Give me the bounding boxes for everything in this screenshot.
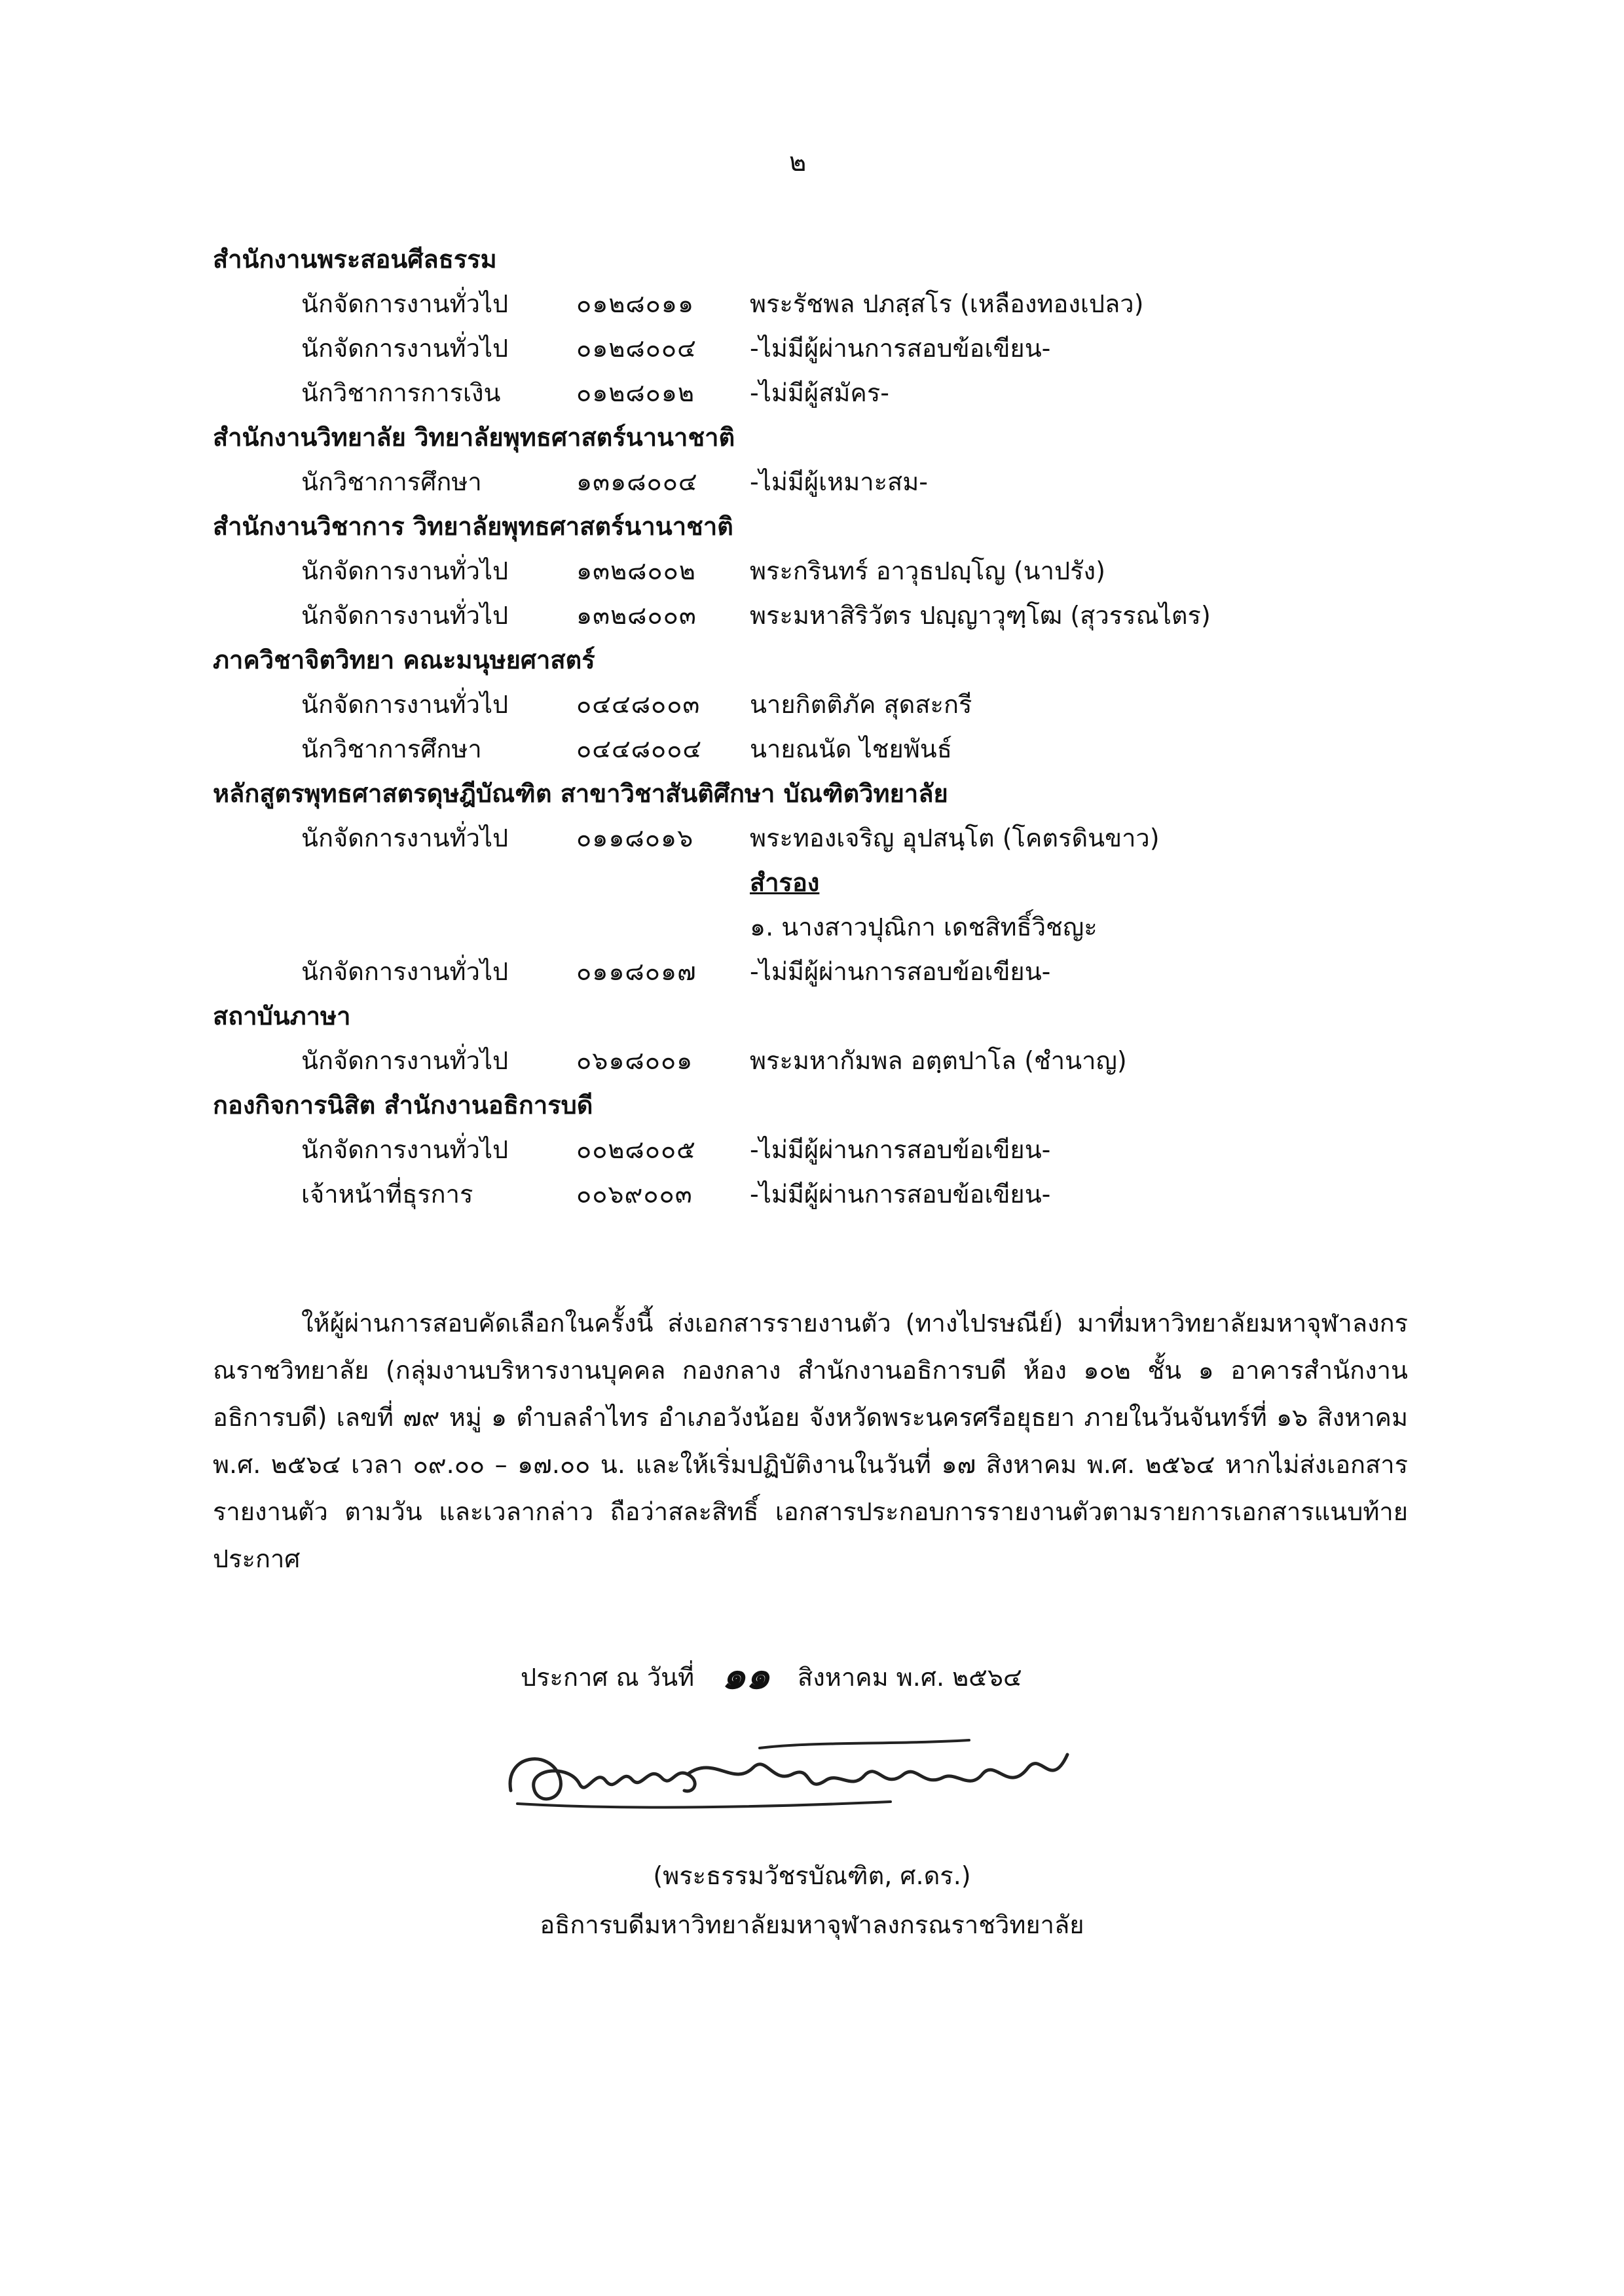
position-code: ๑๓๒๘๐๐๓ bbox=[576, 601, 697, 630]
position-code: ๐๐๖๙๐๐๓ bbox=[576, 1180, 693, 1209]
position-name: เจ้าหน้าที่ธุรการ bbox=[301, 1180, 473, 1209]
position-name: นักจัดการงานทั่วไป bbox=[301, 334, 509, 363]
position-result: พระกรินทร์ อาวุธปญฺโญ (นาปรัง) bbox=[750, 556, 1105, 585]
announcement-month-year: สิงหาคม พ.ศ. ๒๕๖๔ bbox=[798, 1663, 1022, 1692]
position-code: ๐๑๒๘๐๐๔ bbox=[576, 334, 697, 363]
position-row bbox=[213, 816, 1457, 860]
position-row bbox=[213, 371, 1457, 415]
position-row bbox=[213, 549, 1457, 593]
position-name: นักจัดการงานทั่วไป bbox=[301, 1046, 509, 1075]
signer-title: อธิการบดีมหาวิทยาลัยมหาจุฬาลงกรณราชวิทยาลัย bbox=[540, 1910, 1084, 1939]
position-code: ๐๑๒๘๐๑๒ bbox=[576, 378, 695, 407]
position-code: ๐๐๒๘๐๐๕ bbox=[576, 1135, 696, 1164]
handwritten-day: ๑๑ bbox=[722, 1653, 770, 1698]
department-name: สำนักงานพระสอนศีลธรรม bbox=[213, 245, 497, 274]
position-code: ๐๑๑๘๐๑๖ bbox=[576, 824, 694, 852]
position-result: พระทองเจริญ อุปสนฺโต (โคตรดินขาว) bbox=[750, 824, 1160, 852]
department-name: สถาบันภาษา bbox=[213, 1002, 351, 1030]
position-result: -ไม่มีผู้สมัคร- bbox=[750, 378, 889, 407]
position-name: นักจัดการงานทั่วไป bbox=[301, 289, 509, 318]
department-heading bbox=[213, 415, 1457, 460]
reserve-row bbox=[213, 905, 1457, 949]
position-name: นักจัดการงานทั่วไป bbox=[301, 957, 509, 986]
department-name: กองกิจการนิสิต สำนักงานอธิการบดี bbox=[213, 1091, 593, 1120]
reserve-candidate: ๑. นางสาวปุณิกา เดชสิทธิ์วิชญะ bbox=[750, 913, 1098, 941]
position-name: นักจัดการงานทั่วไป bbox=[301, 601, 509, 630]
reserve-label: สำรอง bbox=[750, 868, 820, 897]
position-code: ๐๑๑๘๐๑๗ bbox=[576, 957, 697, 986]
position-row bbox=[213, 682, 1457, 727]
position-result: -ไม่มีผู้ผ่านการสอบข้อเขียน- bbox=[750, 1135, 1051, 1164]
position-result: -ไม่มีผู้เหมาะสม- bbox=[750, 467, 928, 496]
position-result: พระมหากัมพล อตฺตปาโล (ชำนาญ) bbox=[750, 1046, 1127, 1075]
position-row bbox=[213, 460, 1457, 504]
department-heading bbox=[213, 638, 1457, 682]
position-row bbox=[213, 326, 1457, 371]
department-name: สำนักงานวิชาการ วิทยาลัยพุทธศาสตร์นานาชาติ bbox=[213, 512, 733, 541]
reserve-label-row bbox=[213, 860, 1457, 905]
department-heading bbox=[213, 771, 1457, 816]
position-row bbox=[213, 727, 1457, 771]
position-code: ๑๓๑๘๐๐๔ bbox=[576, 467, 698, 496]
department-heading bbox=[213, 237, 1457, 282]
position-name: นักวิชาการการเงิน bbox=[301, 378, 501, 407]
position-code: ๐๑๒๘๐๑๑ bbox=[576, 289, 695, 318]
position-row bbox=[213, 949, 1457, 994]
position-row bbox=[213, 593, 1457, 638]
position-code: ๐๖๑๘๐๐๑ bbox=[576, 1046, 693, 1075]
position-name: นักวิชาการศึกษา bbox=[301, 467, 482, 496]
position-result: พระรัชพล ปภสฺสโร (เหลืองทองเปลว) bbox=[750, 289, 1144, 318]
announcement-prefix: ประกาศ ณ วันที่ bbox=[521, 1663, 695, 1692]
position-result: -ไม่มีผู้ผ่านการสอบข้อเขียน- bbox=[750, 334, 1051, 363]
instructions-paragraph: ให้ผู้ผ่านการสอบคัดเลือกในครั้งนี้ ส่งเอกสารรายงานตัว (ทางไปรษณีย์) มาที่มหาวิทยาลัยมหาจุฬาลงกรณราชวิทยาลัย (กลุ่มงานบริหารงานบุคคล กองกลาง สำนักงานอธิการบดี ห้อง ๑๐๒ ชั้น ๑ อาคารสำนักงานอธิการบดี) เลขที่ ๗๙ หมู่ ๑ ตำบลลำไทร อำเภอวังน้อย จังหวัดพระนครศรีอยุธยา ภายในวันจันทร์ที่ ๑๖ สิงหาคม พ.ศ. ๒๕๖๔ เวลา ๐๙.๐๐ – ๑๗.๐๐ น. และให้เริ่มปฏิบัติงานในวันที่ ๑๗ สิงหาคม พ.ศ. ๒๕๖๔ หากไม่ส่งเอกสารรายงานตัว ตามวัน และเวลากล่าว ถือว่าสละสิทธิ์ เอกสารประกอบการรายงานตัวตามรายการเอกสารแนบท้ายประกาศ bbox=[213, 1309, 1408, 1573]
department-name: หลักสูตรพุทธศาสตรดุษฎีบัณฑิต สาขาวิชาสันติศึกษา บัณฑิตวิทยาลัย bbox=[213, 779, 948, 808]
results-list bbox=[213, 237, 1457, 1216]
department-heading bbox=[213, 994, 1457, 1038]
page-number: ๒ bbox=[789, 147, 807, 177]
position-row bbox=[213, 1127, 1457, 1172]
position-name: นักวิชาการศึกษา bbox=[301, 735, 482, 763]
position-row bbox=[213, 1038, 1457, 1083]
position-code: ๐๔๔๘๐๐๔ bbox=[576, 735, 703, 763]
position-name: นักจัดการงานทั่วไป bbox=[301, 690, 509, 719]
department-name: สำนักงานวิทยาลัย วิทยาลัยพุทธศาสตร์นานาชาติ bbox=[213, 423, 735, 452]
signer-name: (พระธรรมวัชรบัณฑิต, ศ.ดร.) bbox=[653, 1861, 971, 1890]
position-row bbox=[213, 1172, 1457, 1216]
position-result: นายณนัด ไชยพันธ์ bbox=[750, 735, 952, 763]
position-result: นายกิตติภัค สุดสะกรี bbox=[750, 690, 972, 719]
department-heading bbox=[213, 504, 1457, 549]
position-name: นักจัดการงานทั่วไป bbox=[301, 556, 509, 585]
position-name: นักจัดการงานทั่วไป bbox=[301, 1135, 509, 1164]
position-result: -ไม่มีผู้ผ่านการสอบข้อเขียน- bbox=[750, 1180, 1051, 1209]
position-result: -ไม่มีผู้ผ่านการสอบข้อเขียน- bbox=[750, 957, 1051, 986]
department-name: ภาควิชาจิตวิทยา คณะมนุษยศาสตร์ bbox=[213, 646, 595, 674]
position-result: พระมหาสิริวัตร ปญฺญาวุฑฺโฒ (สุวรรณไตร) bbox=[750, 601, 1211, 630]
signature bbox=[498, 1728, 1087, 1827]
position-name: นักจัดการงานทั่วไป bbox=[301, 824, 509, 852]
department-heading bbox=[213, 1083, 1457, 1127]
announcement-date bbox=[521, 1653, 1022, 1697]
position-row bbox=[213, 282, 1457, 326]
position-code: ๐๔๔๘๐๐๓ bbox=[576, 690, 701, 719]
position-code: ๑๓๒๘๐๐๒ bbox=[576, 556, 696, 585]
